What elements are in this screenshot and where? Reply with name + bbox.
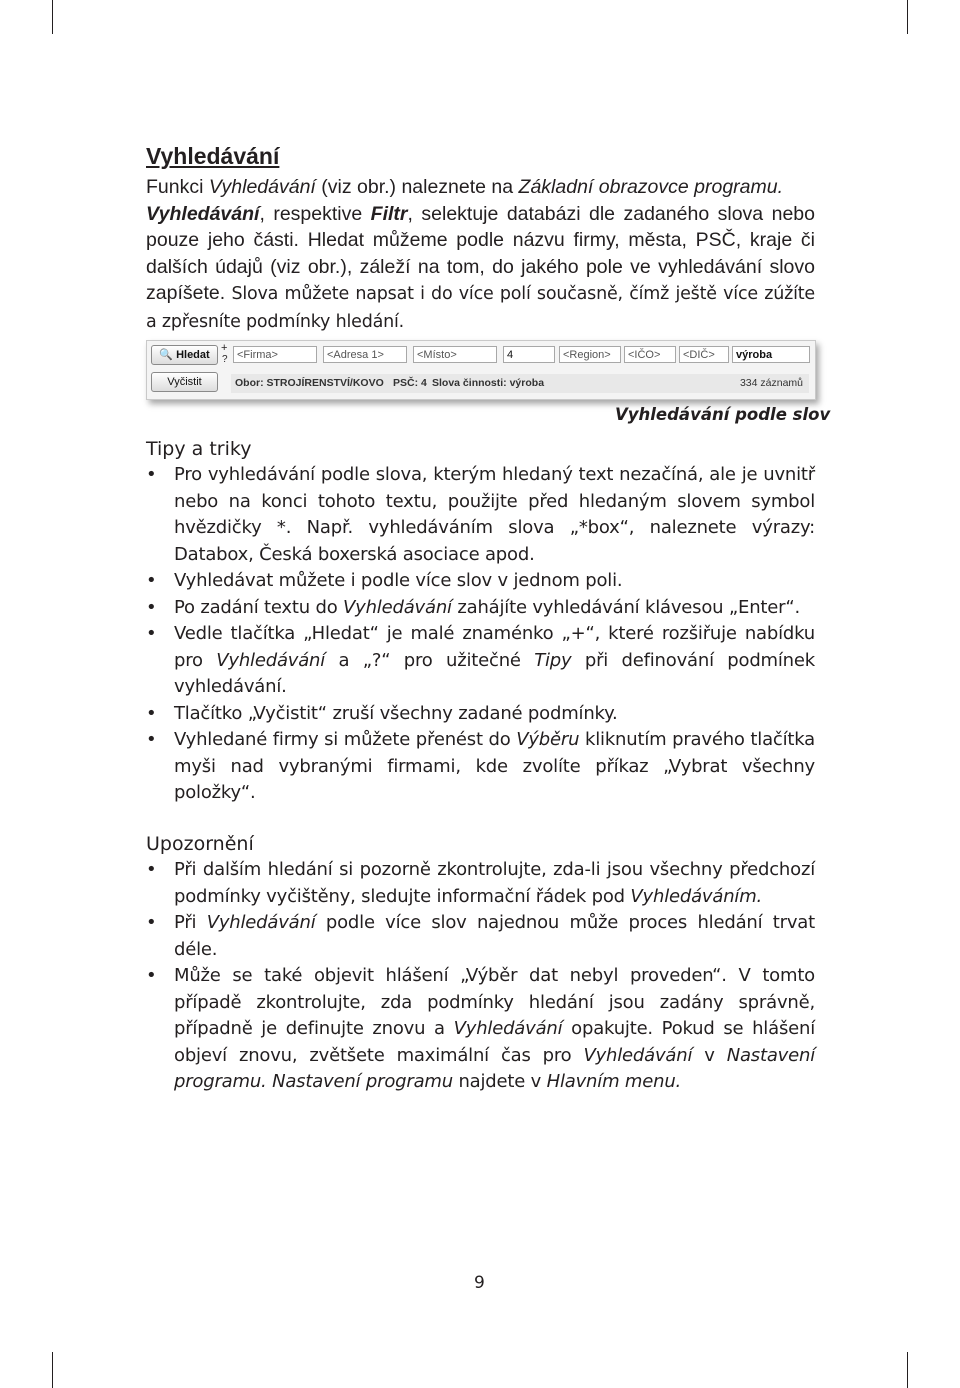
list-item: • Vyhledávat můžete i podle více slov v jednom poli.	[146, 570, 623, 591]
crop-mark	[52, 0, 53, 34]
status-psc: PSČ: 4	[393, 377, 427, 389]
region-field[interactable]: <Region>	[559, 346, 621, 363]
page-title: Vyhledávání	[146, 143, 280, 169]
ico-field[interactable]: <IČO>	[624, 346, 676, 363]
firm-field[interactable]: <Firma>	[233, 346, 317, 363]
tips-question[interactable]: ?	[222, 354, 228, 365]
page-content	[146, 142, 815, 335]
crop-mark	[52, 1352, 53, 1388]
list-item: • Vyhledané firmy si můžete přenést do Výběru kliknutím pravého tlačítka myši nad vybranými firmami, kde zvolíte příkaz „Vybrat všechny položky“.	[146, 729, 815, 803]
tips-section	[146, 436, 815, 807]
status-activity: Slova činnosti: výroba	[432, 377, 545, 389]
clear-button[interactable]: Vyčistit	[151, 372, 218, 392]
status-count: 334 záznamů	[739, 377, 803, 389]
address-field[interactable]: <Adresa 1>	[323, 346, 407, 363]
dic-field[interactable]: <DIČ>	[679, 346, 729, 363]
list-item: • Tlačítko „Vyčistit“ zruší všechny zadané podmínky.	[146, 702, 618, 724]
list-item: • Vedle tlačítka „Hledat“ je malé znaménko „+“, které rozšiřuje nabídku pro Vyhledávání a „?“ pro užitečné Tipy při definování podmínek vyhledávání.	[146, 623, 815, 697]
magnifier-icon: 🔍	[159, 349, 173, 361]
list-item: • Po zadání textu do Vyhledávání zahájíte vyhledávání klávesou „Enter“.	[146, 596, 800, 618]
figure-caption: Vyhledávání podle slov	[615, 405, 831, 424]
status-obor: Obor: STROJÍRENSTVÍ/KOVO	[235, 377, 384, 389]
crop-mark	[907, 0, 908, 34]
warning-list	[146, 857, 815, 1096]
tips-list	[146, 462, 815, 807]
place-field[interactable]: <Místo>	[413, 346, 497, 363]
list-item: • Při Vyhledávání podle více slov najednou může proces hledání trvat déle.	[146, 912, 815, 960]
page-number: 9	[474, 1273, 485, 1293]
warning-title: Upozornění	[146, 833, 254, 855]
list-item: • Pro vyhledávání podle slova, kterým hledaný text nezačíná, ale je uvnitř nebo na konci tohoto textu, použijte před hledaným slovem symbol hvězdičky *. Např. vyhledáváním slova „*box“, naleznete výrazy: Databox, Česká boxerská asociace apod.	[146, 464, 815, 565]
expand-plus[interactable]: +	[221, 342, 228, 354]
list-item: • Při dalším hledání si pozorně zkontrolujte, zda-li jsou všechny předchozí podmínky vyčištěny, sledujte informační řádek pod Vyhledáváním.	[146, 859, 815, 907]
search-button[interactable]: 🔍 Hledat	[151, 345, 218, 365]
intro-paragraph: Funkci Vyhledávání (viz obr.) naleznete na Základní obrazovce programu. Vyhledávání, respektive Filtr, selektuje databázi dle zadaného slova nebo pouze jeho části. Hledat můžeme podle názvu firmy, města, PSČ, kraje či dalších údajů (viz obr.), záleží na tom, do jakého pole ve vyhledávání slovo zapíšete. Slova můžete napsat i do více polí současně, čímž ještě více zúžíte a zpřesníte podmínky hledání.	[146, 176, 815, 332]
activity-field[interactable]: výroba	[732, 346, 810, 363]
tips-title: Tipy a triky	[146, 438, 252, 460]
warning-section	[146, 831, 815, 1096]
list-item: • Může se také objevit hlášení „Výběr dat nebyl proveden“. V tomto případě zkontrolujte, zda podmínky hledání jsou zadány správně, případně je definujte znovu a Vyhledávání opakujte. Pokud se hlášení objeví znovu, zvětšete maximální čas pro Vyhledávání v Nastavení programu. Nastavení programu najdete v Hlavním menu.	[146, 965, 816, 1092]
search-toolbar-screenshot	[146, 340, 816, 400]
psc-field[interactable]: 4	[503, 346, 555, 363]
info-status-bar	[231, 374, 809, 393]
crop-mark	[907, 1352, 908, 1388]
